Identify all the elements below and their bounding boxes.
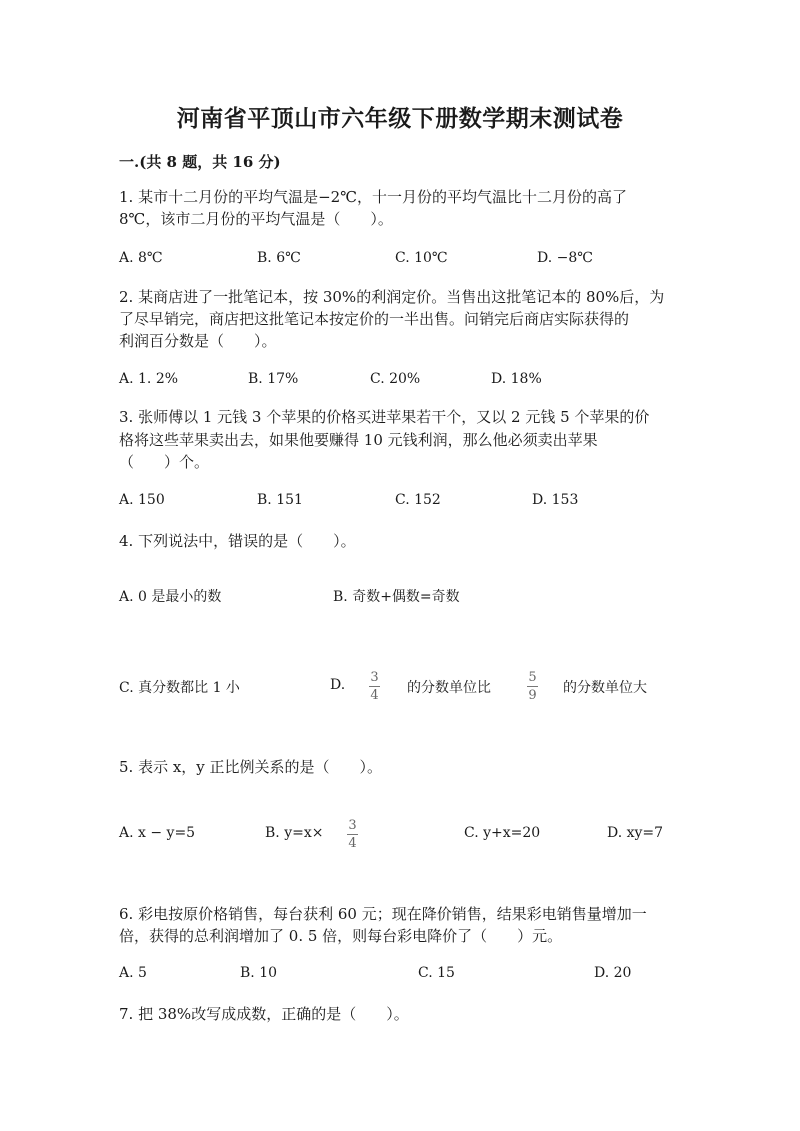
question-6-option-a: A. 5 — [119, 965, 147, 981]
question-5-option-b: B. y=x× — [265, 825, 324, 841]
question-5-line-1: 5. 表示 x，y 正比例关系的是（ ）。 — [119, 758, 383, 776]
fraction-numerator: 3 — [348, 818, 357, 833]
question-4-option-c: C. 真分数都比 1 小 — [119, 680, 240, 696]
question-6-line-2: 倍，获得的总利润增加了 0. 5 倍，则每台彩电降价了（ ）元。 — [119, 927, 563, 945]
fraction-denominator: 4 — [370, 688, 379, 703]
question-4-line-1: 4. 下列说法中，错误的是（ ）。 — [119, 532, 356, 550]
question-1-line-2: 8℃，该市二月份的平均气温是（ ）。 — [119, 210, 393, 228]
question-3-line-1: 3. 张师傅以 1 元钱 3 个苹果的价格买进苹果若干个，又以 2 元钱 5 个苹果的价 — [119, 408, 650, 426]
question-3-option-b: B. 151 — [257, 492, 303, 508]
question-6-option-c: C. 15 — [418, 965, 455, 981]
page-title: 河南省平顶山市六年级下册数学期末测试卷 — [176, 105, 624, 132]
question-2-line-3: 利润百分数是（ ）。 — [119, 332, 277, 350]
question-2-option-c: C. 20% — [370, 371, 421, 387]
fraction-bar — [369, 686, 380, 687]
question-3-option-d: D. 153 — [532, 492, 579, 508]
question-4-option-b: B. 奇数+偶数=奇数 — [333, 589, 460, 605]
question-4-option-a: A. 0 是最小的数 — [119, 589, 222, 605]
fraction-three-quarters — [347, 818, 358, 851]
question-7-line-1: 7. 把 38%改写成成数，正确的是（ ）。 — [119, 1005, 409, 1023]
question-3-line-2: 格将这些苹果卖出去，如果他要赚得 10 元钱利润，那么他必须卖出苹果 — [119, 431, 598, 449]
question-5-option-a: A. x − y=5 — [119, 825, 196, 841]
question-3-option-a: A. 150 — [119, 492, 165, 508]
fraction-three-quarters — [369, 670, 380, 703]
fraction-bar — [527, 686, 538, 687]
question-5-option-d: D. xy=7 — [607, 825, 664, 841]
question-1-option-a: A. 8℃ — [119, 250, 163, 266]
question-1-option-d: D. −8℃ — [537, 250, 593, 266]
fraction-five-ninths — [527, 670, 538, 703]
question-1-option-b: B. 6℃ — [257, 250, 301, 266]
fraction-denominator: 9 — [528, 688, 537, 703]
question-4-option-d: D. — [330, 677, 346, 693]
fraction-numerator: 3 — [370, 670, 379, 685]
question-6-option-d: D. 20 — [594, 965, 632, 981]
question-4-option-d-text-2: 的分数单位大 — [563, 680, 647, 696]
question-3-option-c: C. 152 — [395, 492, 441, 508]
question-3-line-3: （ ）个。 — [119, 453, 210, 471]
fraction-denominator: 4 — [348, 836, 357, 851]
question-6-option-b: B. 10 — [240, 965, 278, 981]
question-2-line-2: 了尽早销完，商店把这批笔记本按定价的一半出售。问销完后商店实际获得的 — [119, 310, 630, 328]
question-2-option-d: D. 18% — [491, 371, 542, 387]
question-2-option-a: A. 1. 2% — [119, 371, 179, 387]
section-header: 一.(共 8 题，共 16 分) — [119, 153, 281, 171]
question-4-option-d-text-1: 的分数单位比 — [407, 680, 491, 696]
question-2-line-1: 2. 某商店进了一批笔记本，按 30%的利润定价。当售出这批笔记本的 80%后，为 — [119, 288, 665, 306]
question-5-option-c: C. y+x=20 — [464, 825, 541, 841]
fraction-numerator: 5 — [528, 670, 537, 685]
question-1-option-c: C. 10℃ — [395, 250, 448, 266]
question-6-line-1: 6. 彩电按原价格销售，每台获利 60 元；现在降价销售，结果彩电销售量增加一 — [119, 905, 647, 923]
question-2-option-b: B. 17% — [248, 371, 299, 387]
fraction-bar — [347, 834, 358, 835]
question-1-line-1: 1. 某市十二月份的平均气温是−2℃，十一月份的平均气温比十二月份的高了 — [119, 188, 627, 206]
